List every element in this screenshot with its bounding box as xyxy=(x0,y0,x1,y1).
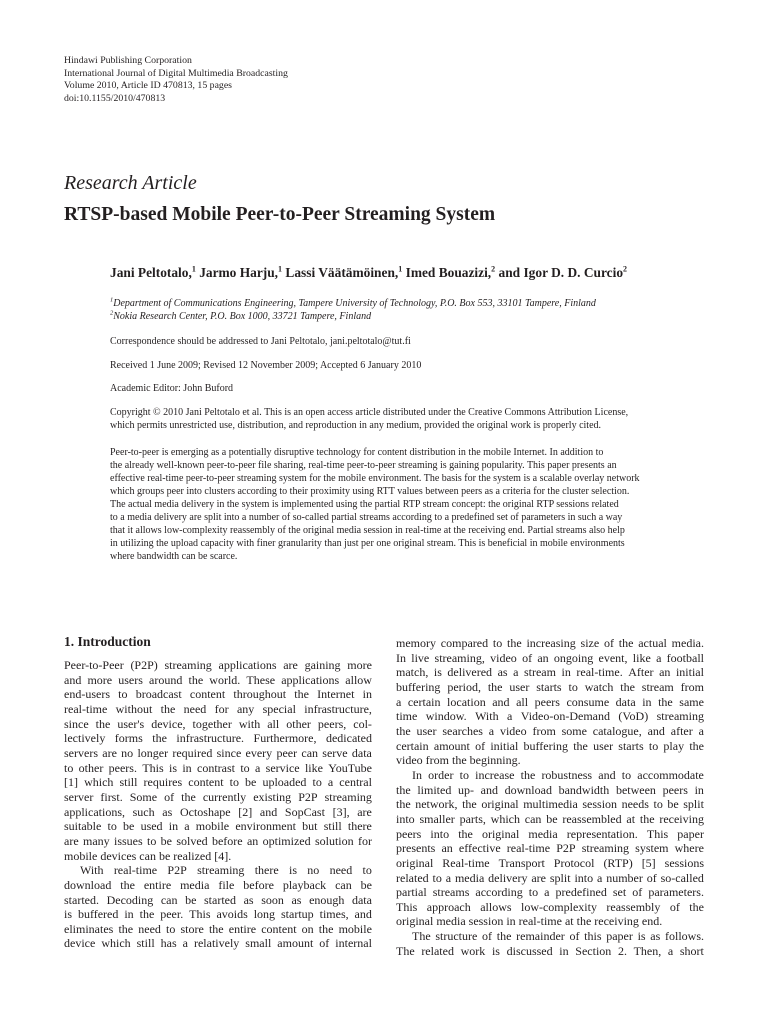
author-affiliation-mark: 2 xyxy=(491,264,496,274)
body-text-line: video from the beginning. xyxy=(396,753,521,768)
abstract-line: Peer-to-peer is emerging as a potentially disruptive technology for content distribution in the mobile Internet. In addition to xyxy=(110,447,604,458)
body-text-line: the limited up- and download bandwidth between peers in xyxy=(396,782,704,797)
body-text-line: original Real-time Transport Protocol (RTP) [5] sessions xyxy=(396,855,704,870)
body-text-line: a certain location and all peers consume data in the same xyxy=(396,694,704,709)
doi-line: doi:10.1155/2010/470813 xyxy=(64,92,166,104)
body-text-line: are many issues to be solved before an optimized solution for xyxy=(64,833,372,848)
abstract-line: the already well-known peer-to-peer file sharing, real-time peer-to-peer streaming is gaining popularity. This paper presents an xyxy=(110,460,617,472)
body-text-line: partial streams according to a predefined set of parameters. xyxy=(396,885,704,900)
author-name: and Igor D. D. Curcio xyxy=(498,265,624,280)
body-text-line: With real-time P2P streaming there is no need to xyxy=(80,863,372,878)
body-text-line: since the user's device, together with all other peers, col- xyxy=(64,716,372,731)
body-text-line: [1] which still requires content to be uploaded to a central xyxy=(64,775,372,790)
abstract-line: The actual media delivery in the system is implemented using the partial RTP stream concept: the original RTP sessions related xyxy=(110,499,619,511)
affiliation-number: 2 xyxy=(110,309,114,317)
author-name: Jarmo Harju, xyxy=(199,265,279,280)
body-text-line: match, is delivered as a stream in real-time. After an initial xyxy=(396,665,704,680)
abstract xyxy=(110,446,706,563)
received-dates-line: Received 1 June 2009; Revised 12 November 2009; Accepted 6 January 2010 xyxy=(110,360,422,371)
body-text-line: suitable to be used in a mobile environment but still there xyxy=(64,819,372,834)
body-text-line: real-time without the need for any special infrastructure, xyxy=(64,701,372,716)
affiliation-line xyxy=(110,311,596,324)
body-text-line: download the entire media file before playback can be xyxy=(64,877,372,892)
author-affiliation-mark: 1 xyxy=(278,264,283,274)
abstract-line: that it allows low-complexity reassembly of the original media session in real-time at the receiving end. Partial streams also help xyxy=(110,525,625,537)
body-text-line: end-users to broadcast content throughout the Internet in xyxy=(64,687,372,702)
body-text-line: applications, such as Octoshape [2] and SopCast [3], are xyxy=(64,804,372,819)
author-affiliation-mark: 1 xyxy=(398,264,403,274)
body-text-line: buffering period, the user starts to watch the stream from xyxy=(396,679,704,694)
section-heading: 1. Introduction xyxy=(64,634,151,649)
body-text-line: certain amount of initial buffering the user starts to play the xyxy=(396,738,704,753)
body-text-line: into smaller parts, which can be reassembled at the receiving xyxy=(396,811,704,826)
copyright-line: which permits unrestricted use, distribution, and reproduction in any medium, provided the original work is properly cited. xyxy=(110,419,602,431)
academic-editor-line: Academic Editor: John Buford xyxy=(110,383,234,394)
body-text-line: Peer-to-Peer (P2P) streaming applications are gaining more xyxy=(64,658,372,672)
body-text-line: This approach allows low-complexity reassembly of the xyxy=(396,899,704,914)
body-text-line: In order to increase the robustness and to accommodate xyxy=(412,767,704,782)
body-text-line: peers into the original media representation. This paper xyxy=(396,826,704,841)
abstract-line: in utilizing the upload capacity with finer granularity than just per one original stream. This is beneficial in mobile environments xyxy=(110,538,625,550)
publisher-line: Hindawi Publishing Corporation xyxy=(64,55,192,66)
author-list xyxy=(110,265,627,281)
affiliation-line xyxy=(110,298,596,311)
paper-title: RTSP-based Mobile Peer-to-Peer Streaming System xyxy=(64,204,496,225)
correspondence-line: Correspondence should be addressed to Jani Peltotalo, jani.peltotalo@tut.fi xyxy=(110,336,411,347)
body-text-line: started. Decoding can be started as soon as enough data xyxy=(64,892,372,907)
author-affiliation-mark: 1 xyxy=(191,264,196,274)
author-name: Imed Bouazizi, xyxy=(405,265,492,280)
body-text-line: presents an effective real-time P2P streaming system where xyxy=(396,841,704,856)
abstract-line: which groups peer into clusters according to their proximity using RTT values between peers as a criteria for the cluster selection. xyxy=(110,486,630,498)
abstract-line: where bandwidth can be scarce. xyxy=(110,551,238,563)
author-name: Lassi Väätämöinen, xyxy=(285,265,399,280)
body-text-line: The related work is discussed in Section 2. Then, a short xyxy=(396,943,704,958)
body-text-line: the user searches a video from some catalogue, and after a xyxy=(396,723,704,738)
body-text-line: related to a media delivery are split into a number of so-called xyxy=(396,870,704,885)
copyright-line: Copyright © 2010 Jani Peltotalo et al. This is an open access article distributed under the Creative Commons Attribution License, xyxy=(110,407,629,418)
left-body-column xyxy=(64,658,372,951)
author-name: Jani Peltotalo, xyxy=(110,265,192,280)
body-text-line: mobile devices can be realized [4]. xyxy=(64,848,232,863)
abstract-line: to a media delivery are split into a number of so-called partial streams according to a predefined set of parameters in such a way xyxy=(110,512,623,524)
volume-line: Volume 2010, Article ID 470813, 15 pages xyxy=(64,80,232,92)
affiliation-number: 1 xyxy=(110,296,114,304)
affiliations xyxy=(110,298,596,323)
body-text-line: is buffered in the peer. This avoids long startup times, and xyxy=(64,907,372,922)
affiliation-text: Department of Communications Engineering, Tampere University of Technology, P.O. Box 553, 33101 Tampere, Finland xyxy=(113,298,596,309)
body-text-line: the network, the original multimedia session needs to be split xyxy=(396,797,704,812)
body-text-line: time window. With a Video-on-Demand (VoD) streaming xyxy=(396,709,704,724)
affiliation-text: Nokia Research Center, P.O. Box 1000, 33721 Tampere, Finland xyxy=(113,310,372,322)
body-text-line: server first. Some of the currently existing P2P streaming xyxy=(64,789,372,804)
body-text-line: memory compared to the increasing size of the actual media. xyxy=(396,636,704,650)
right-body-column xyxy=(396,636,704,958)
body-text-line: eliminates the need to store the entire content on the mobile xyxy=(64,921,372,936)
body-text-line: to other peers. This is in contrast to a service like YouTube xyxy=(64,760,372,775)
journal-header xyxy=(64,55,288,105)
body-text-line: lectively forms the infrastructure. Furthermore, dedicated xyxy=(64,731,372,746)
copyright-notice xyxy=(110,407,710,432)
body-text-line: servers are no longer required since every peer can serve data xyxy=(64,745,372,760)
body-text-line: original media session in real-time at the receiving end. xyxy=(396,914,663,929)
body-text-line: The structure of the remainder of this paper is as follows. xyxy=(412,929,704,944)
body-text-line: In live streaming, video of an ongoing event, like a football xyxy=(396,650,704,665)
article-type-label: Research Article xyxy=(64,172,197,194)
body-text-line: device which still has a relatively small amount of internal xyxy=(64,936,372,951)
journal-name-line: International Journal of Digital Multimedia Broadcasting xyxy=(64,67,288,79)
abstract-line: effective real-time peer-to-peer streaming system for the mobile environment. The basis for the system is a scalable overlay network xyxy=(110,473,640,485)
body-text-line: and more users around the world. These applications allow xyxy=(64,672,372,687)
author-affiliation-mark: 2 xyxy=(623,264,628,274)
